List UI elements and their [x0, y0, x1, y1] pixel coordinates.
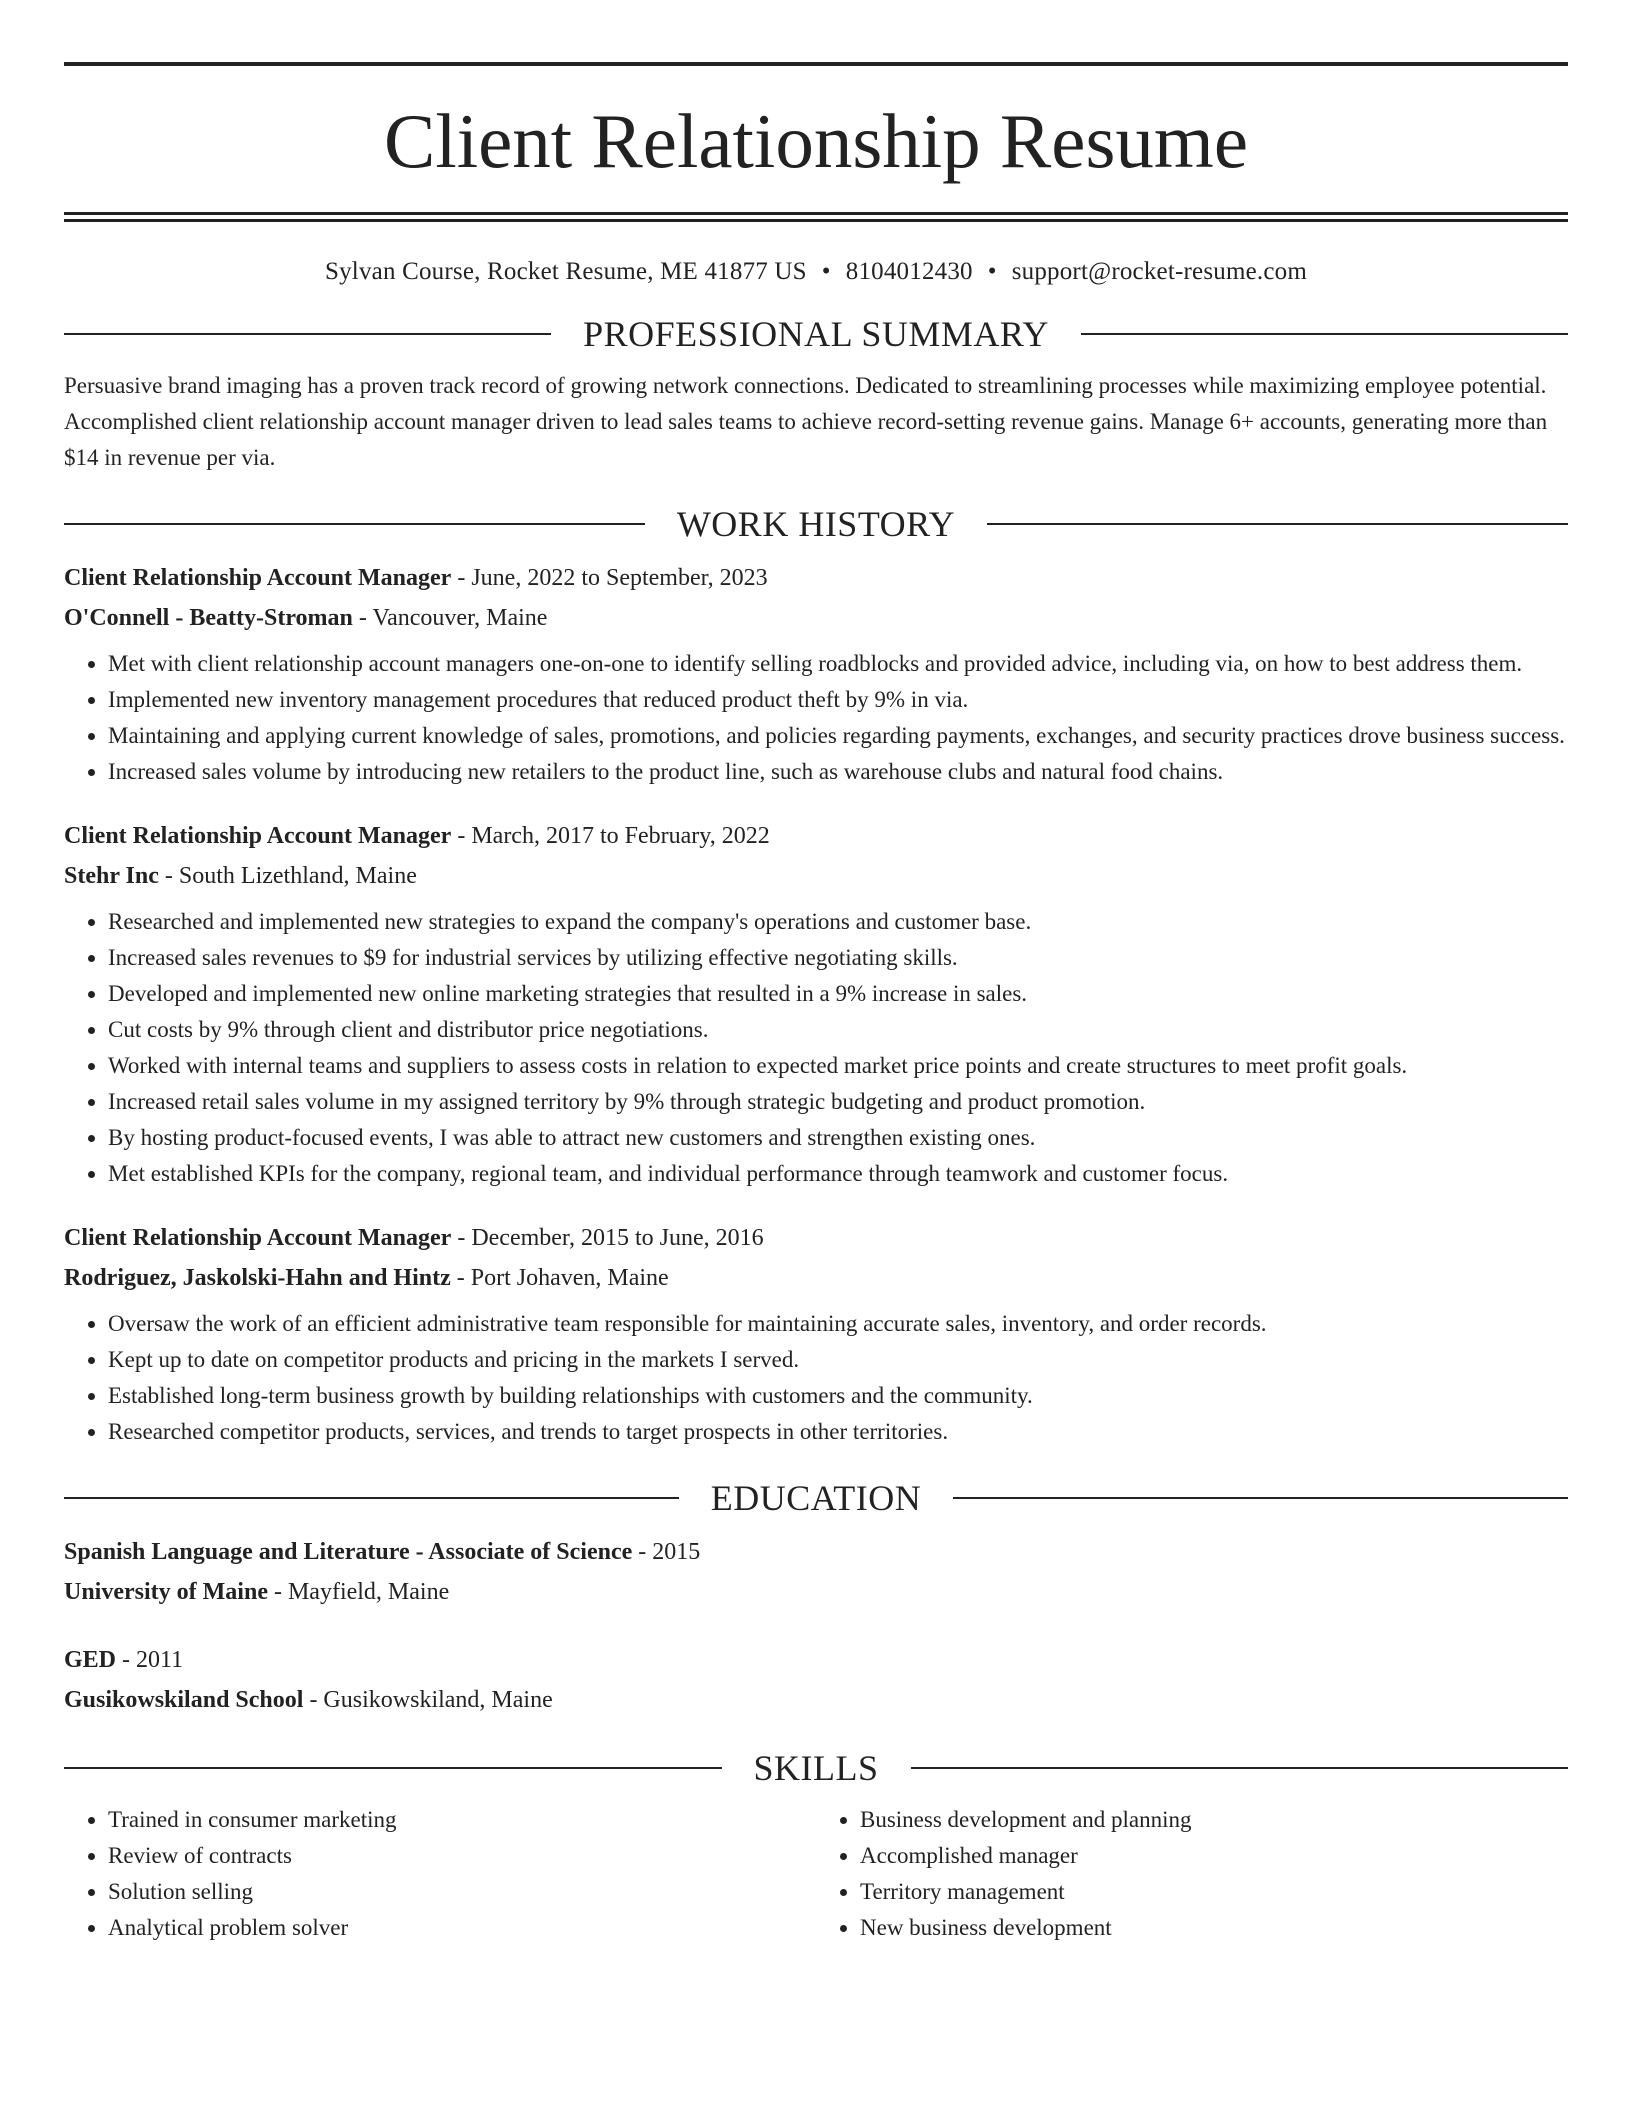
job-dates: - December, 2015 to June, 2016 [451, 1225, 764, 1251]
skill-item: • Business development and planning [860, 1802, 1568, 1838]
summary-text: Persuasive brand imaging has a proven track record of growing network connections. Dedicated to streamlining processes while maximizing employee potential. Accomplished client relationship account manager driven to lead sales teams to achieve record-setting revenue gains. Manage 6+ accounts, generating more than $14 in revenue per via. [64, 373, 1548, 470]
list-item: • Kept up to date on competitor products and pricing in the markets I served. [108, 1342, 1568, 1378]
education-heading: EDUCATION [710, 1478, 922, 1518]
school-location: - Gusikowskiland, Maine [303, 1687, 553, 1713]
school-line [64, 1680, 1568, 1720]
degree-year: - 2011 [116, 1647, 184, 1673]
job-title-line [64, 816, 1568, 856]
skill-item: • Territory management [860, 1874, 1568, 1910]
section-rule [911, 1767, 1569, 1769]
list-item: • Increased sales revenues to $9 for industrial services by utilizing effective negotiating skills. [108, 940, 1568, 976]
job-location: - Port Johaven, Maine [450, 1265, 669, 1291]
list-item: • Met established KPIs for the company, regional team, and individual performance through teamwork and customer focus. [108, 1156, 1568, 1192]
list-item: • Increased retail sales volume in my assigned territory by 9% through strategic budgeting and product promotion. [108, 1084, 1568, 1120]
list-item: • Oversaw the work of an efficient administrative team responsible for maintaining accurate sales, inventory, and order records. [108, 1306, 1568, 1342]
job-company-line [64, 598, 1568, 638]
job-entry [64, 816, 1568, 1192]
job-company-line [64, 1258, 1568, 1298]
job-entry [64, 558, 1568, 790]
skills-heading: SKILLS [753, 1748, 879, 1788]
list-item: • Cut costs by 9% through client and distributor price negotiations. [108, 1012, 1568, 1048]
job-bullets [64, 904, 1568, 1192]
job-entry [64, 1218, 1568, 1450]
skill-item: • New business development [860, 1910, 1568, 1946]
contact-email: support@rocket-resume.com [1011, 258, 1307, 285]
section-rule [987, 523, 1568, 525]
job-role: Client Relationship Account Manager [64, 823, 452, 849]
education-entry [64, 1532, 1568, 1612]
skill-item: • Analytical problem solver [108, 1910, 816, 1946]
degree: GED [64, 1647, 117, 1673]
job-company-line [64, 856, 1568, 896]
job-title-line [64, 558, 1568, 598]
skills-list [64, 1802, 1568, 1946]
degree-line [64, 1640, 1568, 1680]
degree-line [64, 1532, 1568, 1572]
page-title: Client Relationship Resume [383, 98, 1249, 184]
job-title-line [64, 1218, 1568, 1258]
job-dates: - June, 2022 to September, 2023 [451, 565, 768, 591]
list-item: • Developed and implemented new online marketing strategies that resulted in a 9% increase in sales. [108, 976, 1568, 1012]
school: University of Maine [64, 1579, 268, 1605]
section-rule [64, 1767, 722, 1769]
degree: Spanish Language and Literature - Associate of Science [64, 1539, 633, 1565]
list-item: • Met with client relationship account managers one-on-one to identify selling roadblocks and provided advice, including via, on how to best address them. [108, 646, 1568, 682]
list-item: • Increased sales volume by introducing new retailers to the product line, such as warehouse clubs and natural food chains. [108, 754, 1568, 790]
contact-phone: 8104012430 [845, 258, 973, 285]
summary-section-header [64, 316, 1568, 352]
section-rule [64, 523, 645, 525]
skills-column-right [816, 1802, 1568, 1946]
work-section-header [64, 506, 1568, 542]
list-item: • Implemented new inventory management procedures that reduced product theft by 9% in via. [108, 682, 1568, 718]
list-item: • Researched competitor products, services, and trends to target prospects in other territories. [108, 1414, 1568, 1450]
job-bullets [64, 1306, 1568, 1450]
section-rule [953, 1497, 1568, 1499]
school-line [64, 1572, 1568, 1612]
job-company: O'Connell - Beatty-Stroman [64, 605, 353, 631]
contact-line [64, 258, 1568, 286]
job-dates: - March, 2017 to February, 2022 [451, 823, 770, 849]
contact-separator: • [821, 258, 831, 285]
list-item: • Maintaining and applying current knowledge of sales, promotions, and policies regarding payments, exchanges, and security practices drove business success. [108, 718, 1568, 754]
contact-address: Sylvan Course, Rocket Resume, ME 41877 US [325, 258, 807, 285]
job-company: Stehr Inc [64, 863, 159, 889]
list-item: • Established long-term business growth by building relationships with customers and the community. [108, 1378, 1568, 1414]
section-rule [1081, 333, 1568, 335]
contact-separator: • [987, 258, 997, 285]
school: Gusikowskiland School [64, 1687, 304, 1713]
skill-item: • Accomplished manager [860, 1838, 1568, 1874]
skill-item: • Trained in consumer marketing [108, 1802, 816, 1838]
job-bullets [64, 646, 1568, 790]
education-entry [64, 1640, 1568, 1720]
skill-item: • Review of contracts [108, 1838, 816, 1874]
section-rule [64, 333, 551, 335]
resume-page [64, 0, 1568, 1946]
section-rule [64, 1497, 679, 1499]
job-location: - South Lizethland, Maine [158, 863, 417, 889]
job-role: Client Relationship Account Manager [64, 565, 452, 591]
job-role: Client Relationship Account Manager [64, 1225, 452, 1251]
summary-heading: PROFESSIONAL SUMMARY [583, 314, 1049, 354]
skills-section-header [64, 1750, 1568, 1786]
work-heading: WORK HISTORY [676, 504, 956, 544]
skills-column-left [64, 1802, 816, 1946]
list-item: • By hosting product-focused events, I was able to attract new customers and strengthen existing ones. [108, 1120, 1568, 1156]
job-location: - Vancouver, Maine [352, 605, 548, 631]
double-rule [64, 212, 1568, 222]
list-item: • Researched and implemented new strategies to expand the company's operations and customer base. [108, 904, 1568, 940]
school-location: - Mayfield, Maine [267, 1579, 450, 1605]
job-company: Rodriguez, Jaskolski-Hahn and Hintz [64, 1265, 451, 1291]
degree-year: - 2015 [632, 1539, 701, 1565]
list-item: • Worked with internal teams and suppliers to assess costs in relation to expected market price points and create structures to meet profit goals. [108, 1048, 1568, 1084]
skill-item: • Solution selling [108, 1874, 816, 1910]
education-section-header [64, 1480, 1568, 1516]
